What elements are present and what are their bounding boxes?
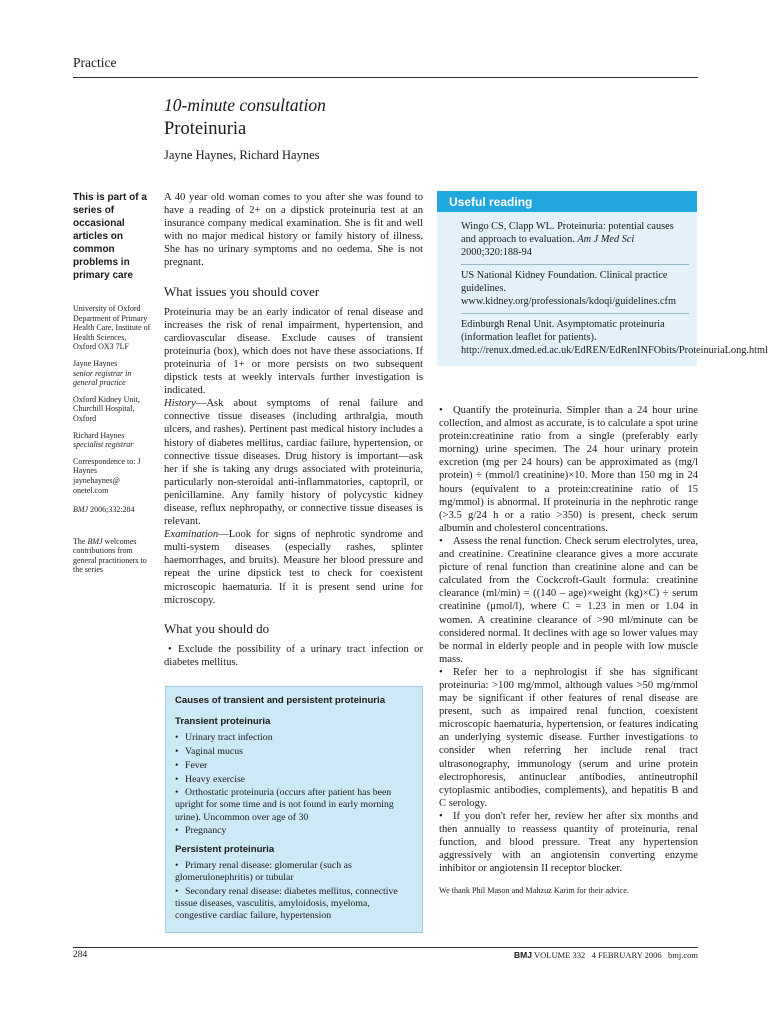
exam-label: Examination [164,529,219,541]
list-item: • Urinary tract infection [175,732,413,744]
persistent-heading: Persistent proteinuria [175,843,275,855]
transient-heading: Transient proteinuria [175,716,271,728]
todo-heading: What you should do [164,620,270,636]
list-item: • Orthostatic proteinuria (occurs after patient has been upright for some time and is not found in early morning urine). Uncommon over age of 30 [175,787,413,824]
reference-2[interactable]: US National Kidney Foundation. Clinical practice guidelines. www.kidney.org/professionals/kdoqi/guidelines.cfm [461,265,689,314]
exam-paragraph [164,528,423,607]
intro-paragraph: A 40 year old woman comes to you after she was found to have a reading of 2+ on a dipstick proteinuria test at an insurance company medical examination. She is fit and well with no major medical history or family history of illness. She has no urinary symptoms and no oedema. She is not pregnant. [164,192,423,269]
section-label: Practice [73,55,117,70]
article-header [164,94,684,163]
welcome-pre: The [73,536,86,546]
useful-reading-box [437,191,768,366]
article-title: Proteinuria [164,119,247,139]
footer-citation [514,950,698,960]
history-label: History [164,398,196,410]
box-title: Causes of transient and persistent proteinuria [175,695,386,706]
reference-1-journal: Am J Med Sci [577,234,635,245]
page-number: 284 [73,950,88,960]
sidebar [73,191,151,582]
causes-box [165,686,423,933]
series-note: This is part of a series of occasional articles on common problems in primary care [73,192,147,281]
exam-text: —Look for signs of nephrotic syndrome and multi-system diseases (especially rashes, splinter haemorrhages, and bruits). Measure her blood pressure and repeat the urine dipstick test to check for coexistent microscopic haematuria. If it is present send urine for microscopy. [164,529,423,606]
list-item: • Pregnancy [175,825,413,837]
author-2 [73,431,151,450]
citation [73,505,151,515]
footer-journal: BMJ [514,950,532,960]
welcome-post: welcomes contributions from general practitioners to the series [73,536,147,575]
left-column [164,191,423,669]
affiliation-1: University of Oxford Department of Primary Health Care, Institute of Health Sciences, Oxford OX3 7LF [73,304,151,352]
issues-heading: What issues you should cover [164,283,320,299]
useful-reading-heading: Useful reading [437,191,697,212]
reference-1-text: Wingo CS, Clapp WL. Proteinuria: potential causes and approach to evaluation. [461,221,674,245]
author-1 [73,359,151,388]
top-rule [73,77,698,78]
author-1-name: Jayne Haynes [73,358,118,368]
list-item: • Primary renal disease: glomerular (such as glomerulonephritis) or tubular [175,860,413,884]
series-title: 10-minute consultation [164,95,326,115]
author-2-name: Richard Haynes [73,430,125,440]
todo-bullet-1: • Exclude the possibility of a urinary tract infection or diabetes mellitus. [164,643,423,669]
quantify-bullet: • Quantify the proteinuria. Simpler than a 24 hour urine collection, and almost as accurate, is to calculate a spot urine protein:creatinine ratio from a single (preferably early morning) urine specimen. The 24 hour urinary protein excretion (mg per 24 hours) can be approximated as (mg/l protein) ÷ (mmol/l creatinine)×10. More than 150 mg in 24 hours (equivalent to a protein:creatinine ratio of 15 mg/mmol) is abnormal. If proteinuria in the nephrotic range (>3.5 g/24 h or a ratio >350) is present, check serum albumin and cholesterol concentrations. [439,404,698,535]
right-column [439,404,698,896]
author-1-role: senior registrar in general practice [73,368,132,388]
acknowledgement: We thank Phil Mason and Mahzuz Karim for their advice. [439,886,629,896]
reference-1 [461,216,689,265]
useful-reading-list [437,212,768,366]
correspondence [73,457,151,495]
issues-paragraph: Proteinuria may be an early indicator of renal disease and increases the risk of renal impairment, hypertension, and cardiovascular disease. Exclude causes of transient proteinuria (box), which does not have these associations. If proteinuria of 1+ or more persists on two subsequent dipstick tests at weekly intervals further investigation is indicated. [164,306,423,397]
author-line: Jayne Haynes, Richard Haynes [164,148,320,162]
correspondence-email[interactable]: jaynehaynes@ onetel.com [73,475,120,495]
footer-site[interactable]: bmj.com [668,950,698,960]
history-paragraph [164,397,423,528]
renal-function-bullet: • Assess the renal function. Check serum electrolytes, urea, and creatinine. Creatinine clearance gives a more accurate picture of renal function than creatinine alone and can be calculated from the Cockcroft-Gault formula: creatinine clearance (ml/min) = ((140 – age)×weight (kg)×C) ÷ serum creatinine (μmol/l), where C = 1.23 in men or 1.04 in women. A creatinine clearance of >90 ml/minute can be considered normal. It declines with age so lower values may be normal in elderly people and in people with low muscle mass. [439,535,698,666]
citation-ref: 2006;332:284 [90,505,135,515]
citation-journal: BMJ [73,505,89,515]
author-2-role: specialist registrar [73,440,134,450]
footer-rule [73,947,698,948]
refer-bullet: • Refer her to a nephrologist if she has significant proteinuria: >100 mg/mmol, although values >50 mg/mmol may be significant if other features of renal disease are present, such as impaired renal function, coexistent microscopic haematuria, hypertension, or features indicating an underlying systemic disease. Further investigations to consider when referring her include renal tract ultrasonography, immunology (serum and urine protein electrophoresis, antinuclear antibodies, antineutrophil cytoplasmic antibodies, complements), and hepatitis B and C serology. [439,666,698,810]
reference-1-tail: 2000;320:188-94 [461,247,532,258]
list-item: • Secondary renal disease: diabetes mellitus, connective tissue diseases, vasculitis, amyloidosis, myeloma, congestive cardiac failure, hypertension [175,886,413,923]
list-item: • Fever [175,760,413,772]
reference-3[interactable]: Edinburgh Renal Unit. Asymptomatic proteinuria (information leaflet for patients). http://renux.dmed.ed.ac.uk/EdREN/EdRenINFObits/ProteinuriaLong.html [461,319,768,356]
list-item: • Heavy exercise [175,774,413,786]
welcome-note [73,537,151,575]
history-text: —Ask about symptoms of renal failure and connective tissue diseases (including arthralgia, mouth ulcers, and rashes). Pertinent past medical history includes a history of diabetes mellitus, cardiac failure, hypertension, or connective tissue diseases. Drug history is important—ask her if she is taking any drugs associated with proteinuria, particularly non-steroidal anti-inflammatories, captopril, or penicillamine. Any family history of polycystic kidney disease, reflux nephropathy, or connective tissue diseases is relevant. [164,398,423,528]
list-item: • Vaginal mucus [175,746,413,758]
affiliation-2: Oxford Kidney Unit, Churchill Hospital, Oxford [73,394,140,423]
correspondence-label: Correspondence to: J Haynes [73,456,141,476]
welcome-journal: BMJ [87,536,103,546]
footer-volume: VOLUME 332 [533,950,586,960]
footer-date: 4 FEBRUARY 2006 [591,950,662,960]
review-bullet: • If you don't refer her, review her after six months and then annually to reassess quantity of proteinuria, renal function, and blood pressure. Treat any hypertension aggressively with an angiotensin converting enzyme inhibitor or angiotensin II receptor blocker. [439,810,698,875]
